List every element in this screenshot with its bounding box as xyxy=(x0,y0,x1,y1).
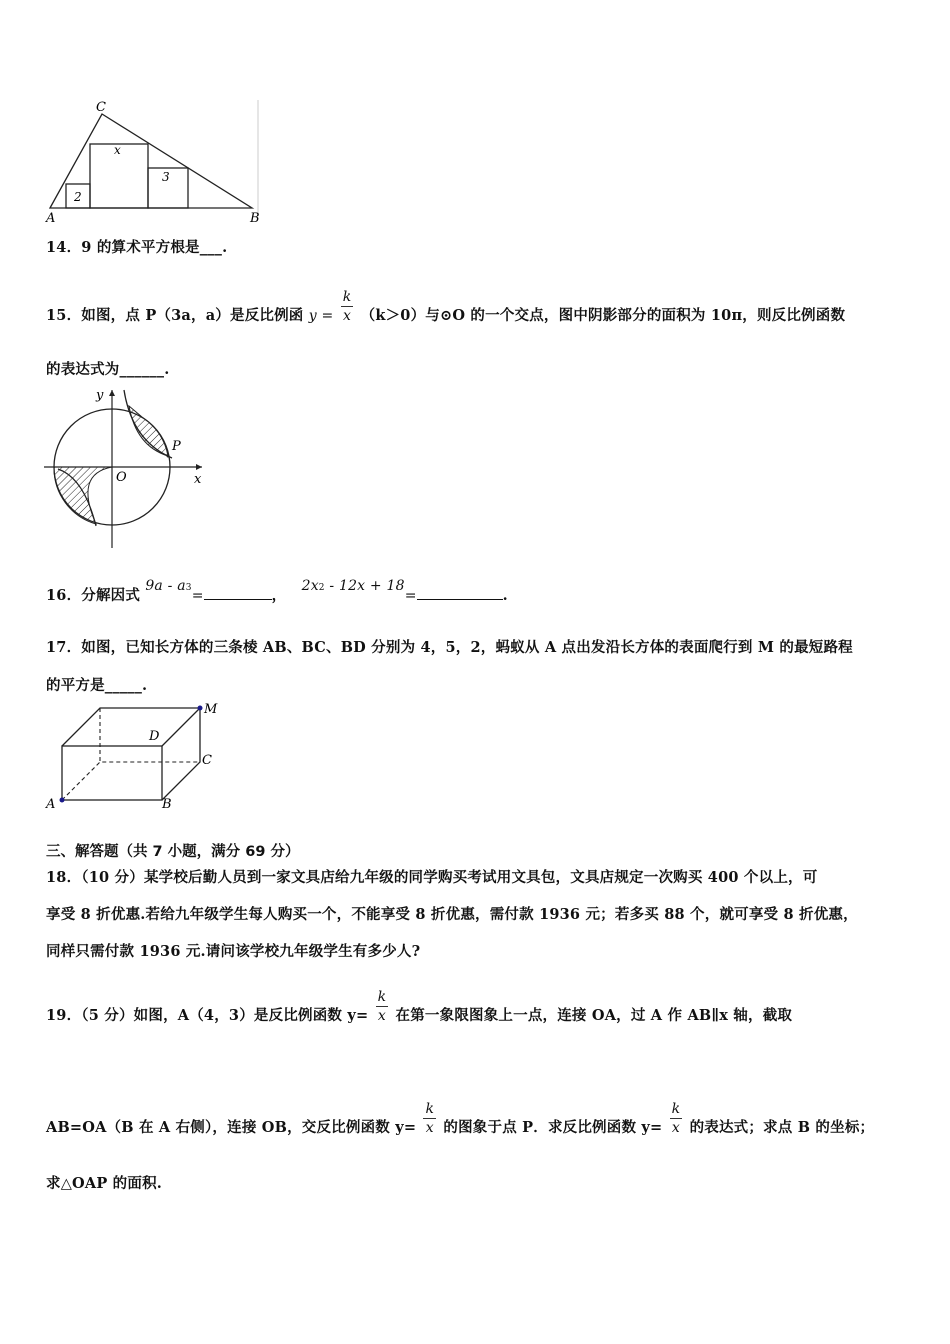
question-15: 15．如图，点 P（3a，a）是反比例函 y = $\frac{k}{x}$ （k＞0）与⊙O 的一个交点，图中阴影部分的面积为 10π，则反比例函数 xyxy=(46,289,846,324)
cuboid-figure xyxy=(44,700,226,812)
label-C: C xyxy=(96,100,106,115)
question-16: 16．分解因式 9a - a3= ， 2x2 - 12x + 18= . xyxy=(46,578,508,604)
fraction-k-over-x: $\frac{k}{x}$ xyxy=(342,289,352,324)
label-M: M xyxy=(204,702,218,717)
label-A-box: A xyxy=(46,797,56,812)
label-B: B xyxy=(250,211,260,226)
question-14: 14．9 的算术平方根是___. xyxy=(46,239,228,256)
triangle-squares-figure xyxy=(44,98,266,226)
circle-hyperbola-figure xyxy=(44,386,206,550)
question-19: 19．（5 分）如图，A（4，3）是反比例函数 y= $\frac{k}{x}$ 在第一象限图象上一点，连接 OA，过 A 作 AB∥x 轴，截取 xyxy=(46,989,793,1024)
fraction-k-over-x-19a: $\frac{k}{x}$ xyxy=(377,989,387,1024)
question-19-line3: 求△OAP 的面积. xyxy=(46,1175,163,1192)
label-A: A xyxy=(46,211,56,226)
fraction-k-over-x-19b: $\frac{k}{x}$ xyxy=(425,1101,435,1136)
label-C-box: C xyxy=(202,753,212,768)
label-y: y xyxy=(96,388,104,403)
question-17-line2: 的平方是_____. xyxy=(46,677,148,694)
label-D: D xyxy=(149,729,160,744)
label-x-axis: x xyxy=(194,472,202,487)
fraction-k-over-x-19c: $\frac{k}{x}$ xyxy=(671,1101,681,1136)
question-19-line2: AB=OA（B 在 A 右侧），连接 OB，交反比例函数 y= $\frac{k}{x}$ 的图象于点 P．求反比例函数 y= $\frac{k}{x}$ 的表达式；求点 B 的坐标； xyxy=(46,1101,875,1136)
question-18-line2: 享受 8 折优惠.若给九年级学生每人购买一个，不能享受 8 折优惠，需付款 1936 元；若多买 88 个，就可享受 8 折优惠， xyxy=(46,906,858,923)
label-2: 2 xyxy=(74,190,82,204)
question-18-line3: 同样只需付款 1936 元.请问该学校九年级学生有多少人? xyxy=(46,943,421,960)
question-17: 17．如图，已知长方体的三条棱 AB、BC、BD 分别为 4，5，2，蚂蚁从 A 点出发沿长方体的表面爬行到 M 的最短路程 xyxy=(46,639,853,656)
question-15-line2: 的表达式为______. xyxy=(46,361,170,378)
formula-y-eq: y = xyxy=(308,308,334,324)
label-P: P xyxy=(172,439,181,454)
section-3-heading: 三、解答题（共 7 小题，满分 69 分） xyxy=(46,844,300,860)
question-18: 18．（10 分）某学校后勤人员到一家文具店给九年级的同学购买考试用文具包，文具店规定一次购买 400 个以上，可 xyxy=(46,869,818,886)
label-B-box: B xyxy=(162,797,172,812)
label-x: x xyxy=(114,143,121,157)
label-O: O xyxy=(116,470,127,485)
label-3: 3 xyxy=(162,170,170,184)
